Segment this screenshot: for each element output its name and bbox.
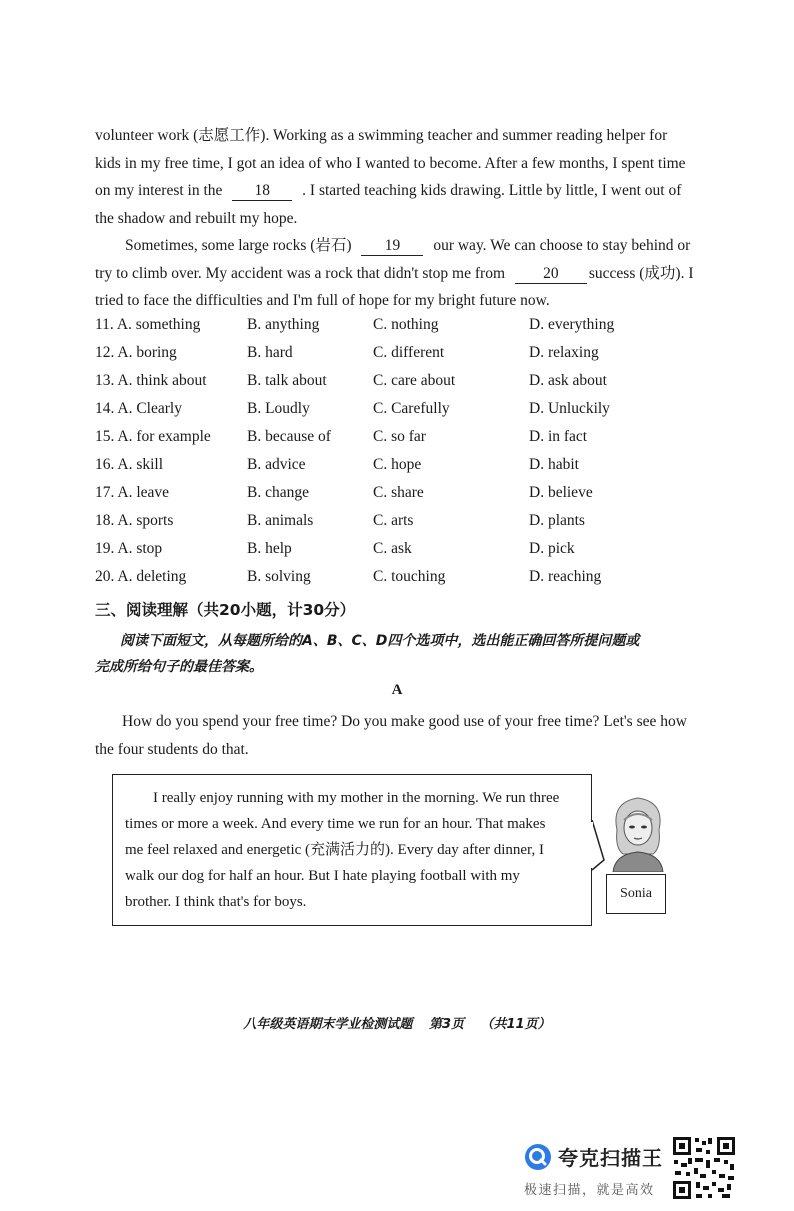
speech-bubble xyxy=(112,774,592,926)
blank-20: 20 xyxy=(515,265,587,284)
option-a: 12. A. boring xyxy=(95,344,177,361)
option-row xyxy=(95,372,715,400)
text-line: try to climb over. My accident was a rock that didn't stop me from 20 success (成功). I xyxy=(95,264,694,282)
option-row xyxy=(95,456,715,484)
text-line: the four students do that. xyxy=(95,741,249,758)
page-footer xyxy=(0,1013,794,1032)
option-a: 11. A. something xyxy=(95,316,201,333)
option-b: B. anything xyxy=(247,316,320,333)
option-b: B. animals xyxy=(247,512,314,529)
option-d: D. ask about xyxy=(529,372,607,389)
option-d: D. plants xyxy=(529,512,585,529)
option-row xyxy=(95,344,715,372)
option-d: D. believe xyxy=(529,484,593,501)
footer-page: 第3页 xyxy=(428,1017,464,1032)
text-line: kids in my free time, I got an idea of who I wanted to become. After a few months, I spent time xyxy=(95,154,686,172)
option-row xyxy=(95,316,715,344)
option-c: C. different xyxy=(373,344,445,361)
option-row xyxy=(95,540,715,568)
option-d: D. reaching xyxy=(529,568,602,585)
section-instructions: 阅读下面短文，从每题所给的A、B、C、D四个选项中，选出能正确回答所提问题或 xyxy=(120,633,640,649)
text-line: me feel relaxed and energetic (充满活力的). Every day after dinner, I xyxy=(125,842,544,858)
speaker-name: Sonia xyxy=(606,874,666,914)
footer-total: （共11页） xyxy=(480,1017,551,1032)
option-c: C. ask xyxy=(373,540,412,557)
option-d: D. everything xyxy=(529,316,615,333)
qr-code-icon xyxy=(672,1136,736,1200)
option-c: C. hope xyxy=(373,456,422,473)
option-c: C. touching xyxy=(373,568,446,585)
section-instructions: 完成所给句子的最佳答案。 xyxy=(95,659,263,675)
girl-avatar-icon xyxy=(603,790,673,872)
options-table xyxy=(95,316,715,596)
option-c: C. arts xyxy=(373,512,414,529)
option-row xyxy=(95,512,715,540)
option-b: B. change xyxy=(247,484,309,501)
blank-19: 19 xyxy=(361,237,423,256)
text-line: I really enjoy running with my mother in the morning. We run three xyxy=(153,790,560,806)
option-a: 16. A. skill xyxy=(95,456,164,473)
option-d: D. habit xyxy=(529,456,579,473)
passage-paragraph-1 xyxy=(95,122,700,232)
option-a: 17. A. leave xyxy=(95,484,170,501)
option-d: D. Unluckily xyxy=(529,400,610,417)
option-d: D. pick xyxy=(529,540,575,557)
text-line: volunteer work (志愿工作). Working as a swimming teacher and summer reading helper for xyxy=(95,127,668,144)
option-b: B. talk about xyxy=(247,372,327,389)
text-line: on my interest in the 18 . I started teaching kids drawing. Little by little, I went out of xyxy=(95,182,682,199)
option-d: D. in fact xyxy=(529,428,588,445)
quark-logo-icon xyxy=(524,1143,552,1171)
option-a: 19. A. stop xyxy=(95,540,163,557)
brand-slogan: 极速扫描，就是高效 xyxy=(524,1183,655,1198)
option-row xyxy=(95,568,715,596)
option-a: 13. A. think about xyxy=(95,372,207,389)
option-b: B. help xyxy=(247,540,292,557)
text-line: tried to face the difficulties and I'm full of hope for my bright future now. xyxy=(95,292,550,309)
passage-heading: A xyxy=(391,682,403,698)
passage-intro xyxy=(95,708,710,764)
scanner-brand xyxy=(524,1142,663,1171)
text-line: walk our dog for half an hour. But I hate playing football with my xyxy=(125,868,520,884)
option-b: B. hard xyxy=(247,344,293,361)
blank-18: 18 xyxy=(232,182,292,201)
option-row xyxy=(95,400,715,428)
option-row xyxy=(95,484,715,512)
option-a: 18. A. sports xyxy=(95,512,174,529)
section-title: 三、阅读理解（共20小题，计30分） xyxy=(95,601,356,619)
option-c: C. care about xyxy=(373,372,456,389)
option-c: C. nothing xyxy=(373,316,439,333)
option-c: C. so far xyxy=(373,428,426,445)
speech-text xyxy=(125,785,585,915)
option-a: 20. A. deleting xyxy=(95,568,187,585)
option-row xyxy=(95,428,715,456)
option-a: 15. A. for example xyxy=(95,428,211,445)
option-c: C. Carefully xyxy=(373,400,450,417)
option-c: C. share xyxy=(373,484,424,501)
footer-title: 八年级英语期末学业检测试题 xyxy=(243,1017,413,1032)
option-b: B. solving xyxy=(247,568,311,585)
option-d: D. relaxing xyxy=(529,344,599,361)
option-b: B. Loudly xyxy=(247,400,310,417)
text-line: times or more a week. And every time we run for an hour. That makes xyxy=(125,816,546,832)
option-b: B. because of xyxy=(247,428,331,445)
text-line: the shadow and rebuilt my hope. xyxy=(95,209,298,227)
text-line: brother. I think that's for boys. xyxy=(125,894,307,910)
passage-paragraph-2 xyxy=(95,232,700,315)
option-a: 14. A. Clearly xyxy=(95,400,182,417)
text-line: Sometimes, some large rocks (岩石) 19 our way. We can choose to stay behind or xyxy=(125,237,691,254)
text-line: How do you spend your free time? Do you make good use of your free time? Let's see how xyxy=(122,713,687,730)
option-b: B. advice xyxy=(247,456,306,473)
brand-name: 夸克扫描王 xyxy=(558,1146,663,1170)
